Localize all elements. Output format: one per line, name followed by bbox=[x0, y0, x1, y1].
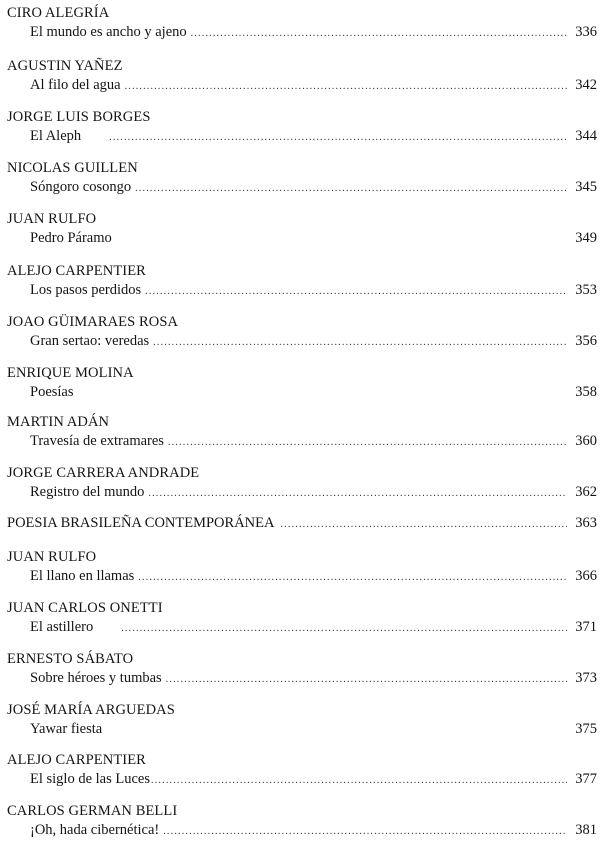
work-line bbox=[30, 178, 597, 196]
work-title: Pedro Páramo bbox=[30, 230, 112, 246]
dot-leader bbox=[280, 516, 567, 534]
work-line bbox=[7, 514, 597, 532]
dot-leader bbox=[148, 485, 567, 503]
page-number: 344 bbox=[575, 128, 597, 144]
page-number: 349 bbox=[575, 230, 597, 246]
work-line bbox=[30, 432, 597, 450]
dot-leader bbox=[153, 334, 567, 352]
author-name: POESIA BRASILEÑA CONTEMPORÁNEA bbox=[7, 515, 275, 531]
dot-leader bbox=[121, 620, 567, 638]
author-name: JOAO GÜIMARAES ROSA bbox=[7, 314, 179, 330]
author-name: ALEJO CARPENTIER bbox=[7, 752, 146, 768]
work-title: Sóngoro cosongo bbox=[30, 179, 132, 195]
page-number: 375 bbox=[575, 721, 597, 737]
author-name: JOSÉ MARÍA ARGUEDAS bbox=[7, 702, 175, 718]
page-number: 381 bbox=[575, 822, 597, 838]
dot-leader bbox=[168, 434, 567, 452]
dot-leader bbox=[138, 569, 567, 587]
work-line bbox=[30, 332, 597, 350]
work-title: El Aleph bbox=[30, 128, 82, 144]
work-title: El siglo de las Luces bbox=[30, 771, 151, 787]
page-number: 362 bbox=[575, 484, 597, 500]
page-number: 360 bbox=[575, 433, 597, 449]
page-number: 345 bbox=[575, 179, 597, 195]
work-title: Yawar fiesta bbox=[30, 721, 103, 737]
author-name: AGUSTIN YAÑEZ bbox=[7, 58, 123, 74]
page-number: 336 bbox=[575, 24, 597, 40]
work-title: El llano en llamas bbox=[30, 568, 135, 584]
author-name: ALEJO CARPENTIER bbox=[7, 263, 146, 279]
author-name: NICOLAS GUILLEN bbox=[7, 160, 138, 176]
work-line bbox=[30, 821, 597, 839]
work-line bbox=[30, 23, 597, 41]
work-line bbox=[30, 669, 597, 687]
page-number: 377 bbox=[575, 771, 597, 787]
work-title: Al filo del agua bbox=[30, 77, 121, 93]
author-name: JUAN RULFO bbox=[7, 549, 97, 565]
work-title: El mundo es ancho y ajeno bbox=[30, 24, 187, 40]
work-line bbox=[30, 127, 597, 145]
work-title: Sobre héroes y tumbas bbox=[30, 670, 162, 686]
page-number: 371 bbox=[575, 619, 597, 635]
author-name: JORGE LUIS BORGES bbox=[7, 109, 151, 125]
author-name: JUAN RULFO bbox=[7, 211, 97, 227]
work-line bbox=[30, 76, 597, 94]
dot-leader bbox=[109, 129, 567, 147]
dot-leader bbox=[135, 180, 567, 198]
dot-leader bbox=[151, 772, 567, 790]
work-line bbox=[30, 567, 597, 585]
author-name: MARTIN ADÁN bbox=[7, 414, 110, 430]
work-line bbox=[30, 229, 597, 247]
page-number: 356 bbox=[575, 333, 597, 349]
author-name: ERNESTO SÁBATO bbox=[7, 651, 134, 667]
page-number: 342 bbox=[575, 77, 597, 93]
work-title: Poesías bbox=[30, 384, 74, 400]
dot-leader bbox=[163, 823, 567, 841]
work-line bbox=[30, 618, 597, 636]
page-number: 358 bbox=[575, 384, 597, 400]
work-line bbox=[30, 383, 597, 401]
work-title: Travesía de extramares bbox=[30, 433, 164, 449]
page-number: 363 bbox=[575, 515, 597, 531]
author-name: JORGE CARRERA ANDRADE bbox=[7, 465, 200, 481]
page-number: 373 bbox=[575, 670, 597, 686]
author-name: CIRO ALEGRÍA bbox=[7, 5, 110, 21]
dot-leader bbox=[145, 283, 567, 301]
work-line bbox=[30, 281, 597, 299]
work-title: Gran sertao: veredas bbox=[30, 333, 150, 349]
dot-leader bbox=[166, 671, 567, 689]
work-line bbox=[30, 770, 597, 788]
author-name: JUAN CARLOS ONETTI bbox=[7, 600, 163, 616]
work-line bbox=[30, 720, 597, 738]
dot-leader bbox=[191, 25, 567, 43]
author-name: CARLOS GERMAN BELLI bbox=[7, 803, 178, 819]
author-name: ENRIQUE MOLINA bbox=[7, 365, 134, 381]
page-number: 366 bbox=[575, 568, 597, 584]
work-title: ¡Oh, hada cibernética! bbox=[30, 822, 160, 838]
dot-leader bbox=[125, 78, 567, 96]
work-title: Los pasos perdidos bbox=[30, 282, 142, 298]
work-title: Registro del mundo bbox=[30, 484, 145, 500]
work-title: El astillero bbox=[30, 619, 94, 635]
work-line bbox=[30, 483, 597, 501]
page-number: 353 bbox=[575, 282, 597, 298]
